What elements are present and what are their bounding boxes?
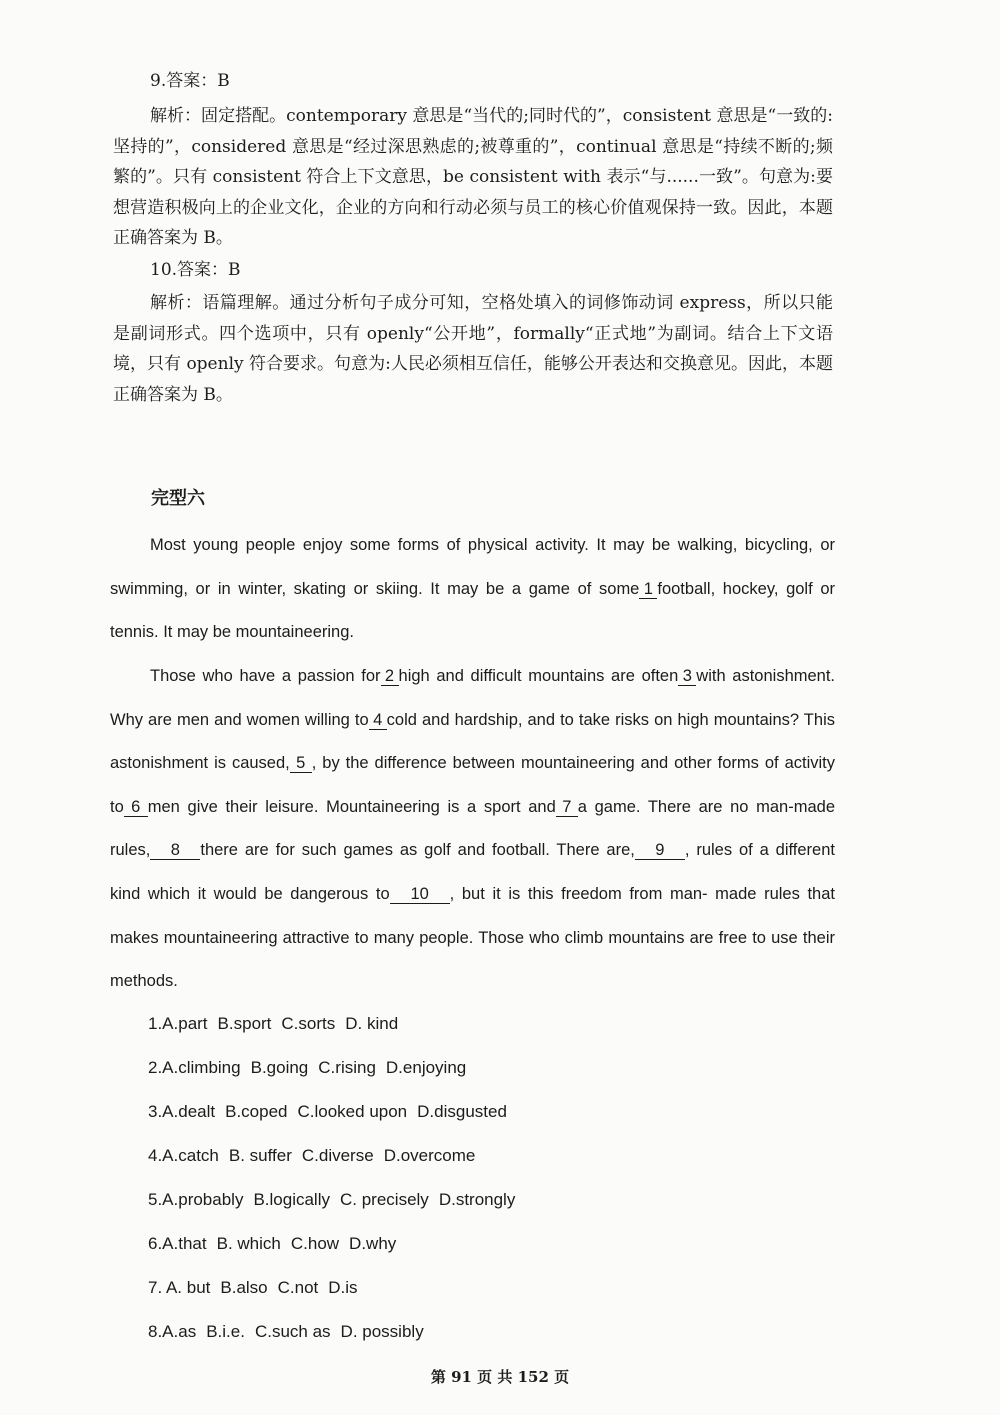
- blank-1: 1: [639, 580, 657, 599]
- options-question-8: [148, 1322, 434, 1342]
- option: B.coped: [225, 1102, 288, 1121]
- option: D.enjoying: [385, 1058, 467, 1077]
- passage-paragraph-1: [110, 524, 835, 655]
- blank-6: 6: [124, 798, 148, 817]
- answer-10-analysis: 解析：语篇理解。通过分析句子成分可知，空格处填入的词修饰动词 express，所以只能是副词形式。四个选项中，只有 openly“公开地”，formally“正式地”为副词。结合上下文语境，只有 openly 符合要求。句意为:人民必须相互信任，能够公开表达和交换意见。因此，本题正确答案为 B。: [113, 293, 833, 405]
- blank-7: 7: [556, 798, 578, 817]
- option: 4.A.catch: [148, 1146, 219, 1165]
- passage-text: Those who have a passion for: [150, 667, 381, 685]
- option: 1.A.part: [148, 1014, 208, 1033]
- options-question-7: [148, 1278, 368, 1298]
- option: 8.A.as: [148, 1322, 197, 1341]
- section-title: 完型六: [151, 488, 205, 509]
- passage-text: , by the difference between mountaineering and other forms of activity to: [110, 754, 835, 816]
- option: B.also: [220, 1278, 268, 1297]
- options-question-1: [148, 1014, 408, 1034]
- option: C.how: [290, 1234, 340, 1253]
- option: B.sport: [217, 1014, 272, 1033]
- blank-3: 3: [678, 667, 696, 686]
- passage-paragraph-2: [110, 655, 835, 1004]
- option: C.not: [277, 1278, 319, 1297]
- option: D.disgusted: [417, 1102, 507, 1121]
- answer-9-header: 9.答案：B: [150, 71, 230, 91]
- option: B.going: [250, 1058, 309, 1077]
- options-question-6: [148, 1234, 406, 1254]
- option: 2.A.climbing: [148, 1058, 241, 1077]
- option: D.overcome: [383, 1146, 476, 1165]
- option: D.strongly: [438, 1190, 516, 1209]
- option: C. precisely: [340, 1190, 429, 1209]
- passage-text: Most young people enjoy some forms of physical activity. It may be walking, bicycling, or swimming, or in winter, skating or skiing. It may be a game of some: [110, 536, 835, 598]
- blank-5: 5: [290, 754, 312, 773]
- blank-4: 4: [369, 711, 387, 730]
- passage-text: , but it is this freedom from man- made rules that makes mountaineering attractive to many people. Those who climb mountains are free to use their methods.: [110, 884, 835, 991]
- option: C.sorts: [281, 1014, 336, 1033]
- passage-text: football, hockey, golf or tennis. It may be mountaineering.: [110, 579, 835, 642]
- options-question-4: [148, 1146, 485, 1166]
- option: 3.A.dealt: [148, 1102, 216, 1121]
- passage-text: high and difficult mountains are often: [398, 667, 679, 685]
- option: 6.A.that: [148, 1234, 207, 1253]
- answer-9-analysis: 解析：固定搭配。contemporary 意思是“当代的;同时代的”，consistent 意思是“一致的:坚持的”，considered 意思是“经过深思熟虑的;被尊重的”，continual 意思是“持续不断的;频繁的”。只有 consistent 符合上下文意思，be consistent with 表示“与......一致”。句意为:要想营造积极向上的企业文化，企业的方向和行动必须与员工的核心价值观保持一致。因此，本题正确答案为 B。: [113, 106, 833, 248]
- option: B. which: [216, 1234, 281, 1253]
- option: B.logically: [253, 1190, 330, 1209]
- option: C.looked upon: [297, 1102, 408, 1121]
- option: B.i.e.: [206, 1322, 245, 1341]
- passage-text: , rules of a different kind which it would be dangerous to: [110, 841, 835, 903]
- option: C.rising: [318, 1058, 376, 1077]
- passage-text: a game. There are no man-made rules,: [110, 797, 835, 860]
- blank-8: 8: [150, 841, 200, 860]
- answer-10-header: 10.答案：B: [150, 260, 241, 280]
- blank-2: 2: [381, 667, 399, 686]
- passage-text: there are for such games as golf and football. There are,: [200, 841, 635, 860]
- blank-9: 9: [635, 841, 685, 860]
- option: 7. A. but: [148, 1278, 211, 1297]
- passage-text: cold and hardship, and to take risks on high mountains? This astonishment is caused,: [110, 710, 835, 773]
- option: C.such as: [254, 1322, 331, 1341]
- options-question-2: [148, 1058, 476, 1078]
- options-question-3: [148, 1102, 517, 1122]
- option: 5.A.probably: [148, 1190, 244, 1209]
- option: D. possibly: [340, 1322, 424, 1341]
- passage-text: men give their leisure. Mountaineering is a sport and: [147, 797, 556, 816]
- page-number-footer: 第 91 页 共 152 页: [430, 1368, 570, 1386]
- option: C.diverse: [301, 1146, 374, 1165]
- passage-text: with astonishment. Why are men and women willing to: [110, 667, 836, 729]
- option: B. suffer: [228, 1146, 292, 1165]
- option: D. kind: [345, 1014, 399, 1033]
- blank-10: 10: [390, 885, 450, 904]
- options-question-5: [148, 1190, 525, 1210]
- option: D.why: [349, 1234, 397, 1253]
- option: D.is: [328, 1278, 358, 1297]
